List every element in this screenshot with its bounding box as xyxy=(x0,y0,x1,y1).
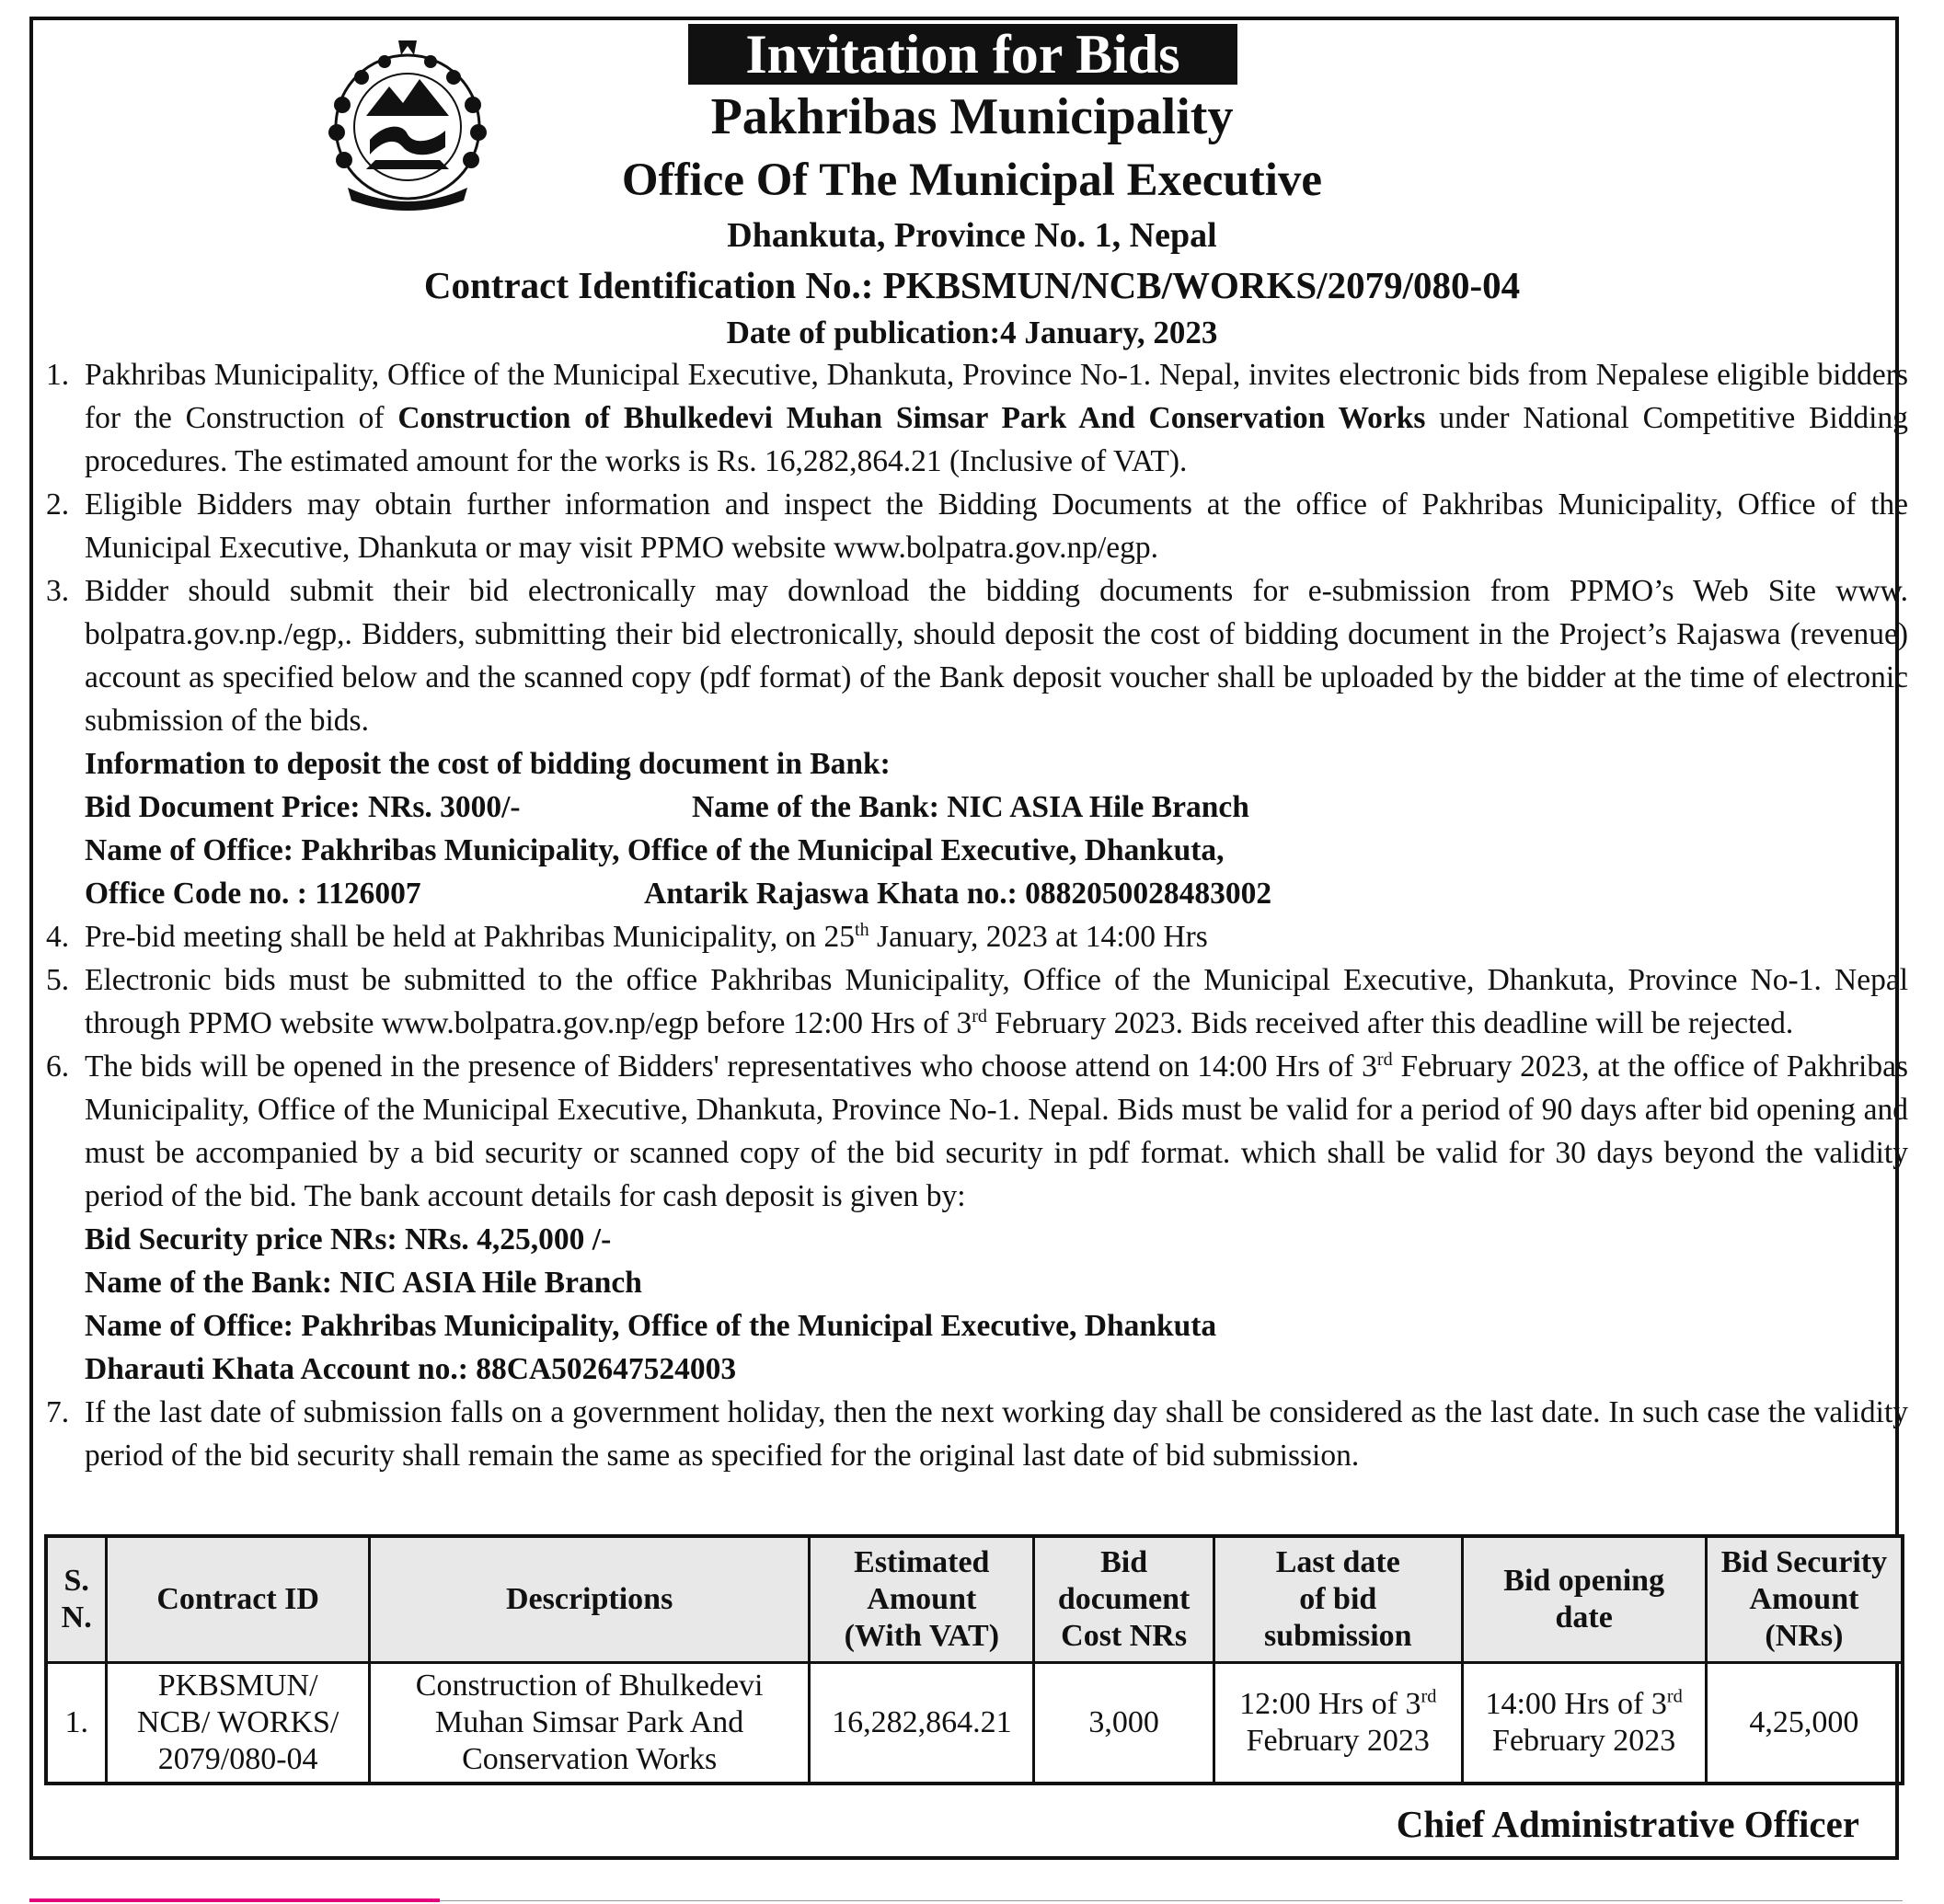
cell-document-cost: 3,000 xyxy=(1034,1663,1214,1784)
bid-details-table xyxy=(44,1534,1904,1785)
security-office-name: Name of Office: Pakhribas Municipality, Office of the Municipal Executive, Dhankuta xyxy=(85,1309,1217,1343)
security-bank-name: Name of the Bank: NIC ASIA Hile Branch xyxy=(85,1266,642,1300)
cell-last-date: 12:00 Hrs of 3rd February 2023 xyxy=(1214,1663,1463,1784)
header-contract-id: Contract ID xyxy=(107,1536,369,1663)
publication-date: Date of publication:4 January, 2023 xyxy=(726,315,1218,350)
notice-body xyxy=(46,353,1908,1477)
clause-5: 5. Electronic bids must be submitted to the office Pakhribas Municipality, Office of the Municipal Executive, Dhankuta, Province No-1. Nepal through PPMO website www.bolpatra.gov.np/egp before 12:00 Hrs of 3rd February 2023. Bids received after this deadline will be rejected. xyxy=(46,963,1908,1040)
contract-identification: Contract Identification No.: PKBSMUN/NCB/WORKS/2079/080-04 xyxy=(423,264,1521,306)
cell-sn: 1. xyxy=(46,1663,107,1784)
table-row xyxy=(46,1663,1903,1784)
bank-info-heading: Information to deposit the cost of bidding document in Bank: xyxy=(85,747,891,781)
header-last-date: Last date of bid submission xyxy=(1214,1536,1463,1663)
bid-document-price: Bid Document Price: NRs. 3000/- xyxy=(85,790,521,824)
header-opening-date: Bid opening date xyxy=(1462,1536,1706,1663)
cell-description: Construction of Bhulkedevi Muhan Simsar Park And Conservation Works xyxy=(369,1663,810,1784)
notice-title: Invitation for Bids xyxy=(688,24,1237,85)
clause-6: 6. The bids will be opened in the presence of Bidders' representatives who choose attend on 14:00 Hrs of 3rd February 2023, at the office of Pakhribas Municipality, Office of the Municipal Executive, Dhankuta, Province No-1. Nepal. Bids must be valid for a period of 90 days after bid opening and must be accompanied by a bid security or scanned copy of the bid security in pdf format. which shall be valid for 30 days beyond the validity period of the bid. The bank account details for cash deposit is given by: xyxy=(46,1049,1909,1213)
header-security-amount: Bid Security Amount (NRs) xyxy=(1706,1536,1903,1663)
bank-name: Name of the Bank: NIC ASIA Hile Branch xyxy=(692,790,1249,824)
office-name: Office Of The Municipal Executive xyxy=(621,155,1323,206)
header-sn: S. N. xyxy=(46,1536,107,1663)
header-document-cost: Bid document Cost NRs xyxy=(1034,1536,1214,1663)
bank-info-row-2 xyxy=(46,872,1908,915)
footer-rule xyxy=(440,1900,1903,1901)
organization-name: Pakhribas Municipality xyxy=(710,88,1234,145)
clause-7: 7. If the last date of submission falls on a government holiday, then the next working day shall be considered as the last date. In such case the validity period of the bid security shall remain the same as specified for the original last date of bid submission. xyxy=(46,1395,1908,1473)
cell-estimated-amount: 16,282,864.21 xyxy=(810,1663,1034,1784)
dharauti-account: Dharauti Khata Account no.: 88CA502647524003 xyxy=(85,1352,737,1386)
notice-header xyxy=(0,24,1944,355)
cell-contract-id: PKBSMUN/ NCB/ WORKS/ 2079/080-04 xyxy=(107,1663,369,1784)
bid-security-price: Bid Security price NRs: NRs. 4,25,000 /- xyxy=(85,1222,612,1256)
header-estimated-amount: Estimated Amount (With VAT) xyxy=(810,1536,1034,1663)
table-header-row xyxy=(46,1536,1903,1663)
header-descriptions: Descriptions xyxy=(369,1536,810,1663)
cell-opening-date: 14:00 Hrs of 3rd February 2023 xyxy=(1462,1663,1706,1784)
rajaswa-khata: Antarik Rajaswa Khata no.: 0882050028483002 xyxy=(644,877,1272,911)
work-title: Construction of Bhulkedevi Muhan Simsar Park And Conservation Works xyxy=(397,401,1426,435)
accent-rule xyxy=(29,1898,440,1902)
clause-2: 2. Eligible Bidders may obtain further information and inspect the Bidding Documents at the office of Pakhribas Municipality, Office of the Municipal Executive, Dhankuta or may visit PPMO website www.bolpatra.gov.np/egp. xyxy=(46,487,1908,565)
cell-security-amount: 4,25,000 xyxy=(1706,1663,1903,1784)
office-code: Office Code no. : 1126007 xyxy=(85,877,421,911)
bank-info-row-1 xyxy=(46,786,1908,829)
clause-4: 4. Pre-bid meeting shall be held at Pakhribas Municipality, on 25th January, 2023 at 14:00 Hrs xyxy=(46,919,1208,954)
office-name-line: Name of Office: Pakhribas Municipality, Office of the Municipal Executive, Dhankuta, xyxy=(85,833,1225,867)
clause-1: 1. Pakhribas Municipality, Office of the Municipal Executive, Dhankuta, Province No-1. Nepal, invites electronic bids from Nepalese eligible bidders for the Construction of Construction of Bhulkedevi Muhan Simsar Park And Conservation Works under National Competitive Bidding procedures. The estimated amount for the works is Rs. 16,282,864.21 (Inclusive of VAT). xyxy=(46,358,1908,478)
location: Dhankuta, Province No. 1, Nepal xyxy=(727,216,1217,255)
clause-3: 3. Bidder should submit their bid electronically may download the bidding documents for e-submission from PPMO’s Web Site www. bolpatra.gov.np./egp,. Bidders, submitting their bid electronically, should deposit the cost of bidding document in the Project’s Rajaswa (revenue) account as specified below and the scanned copy (pdf format) of the Bank deposit voucher shall be uploaded by the bidder at the time of electronic submission of the bids. xyxy=(46,574,1908,738)
signature-title: Chief Administrative Officer xyxy=(1396,1803,1859,1845)
